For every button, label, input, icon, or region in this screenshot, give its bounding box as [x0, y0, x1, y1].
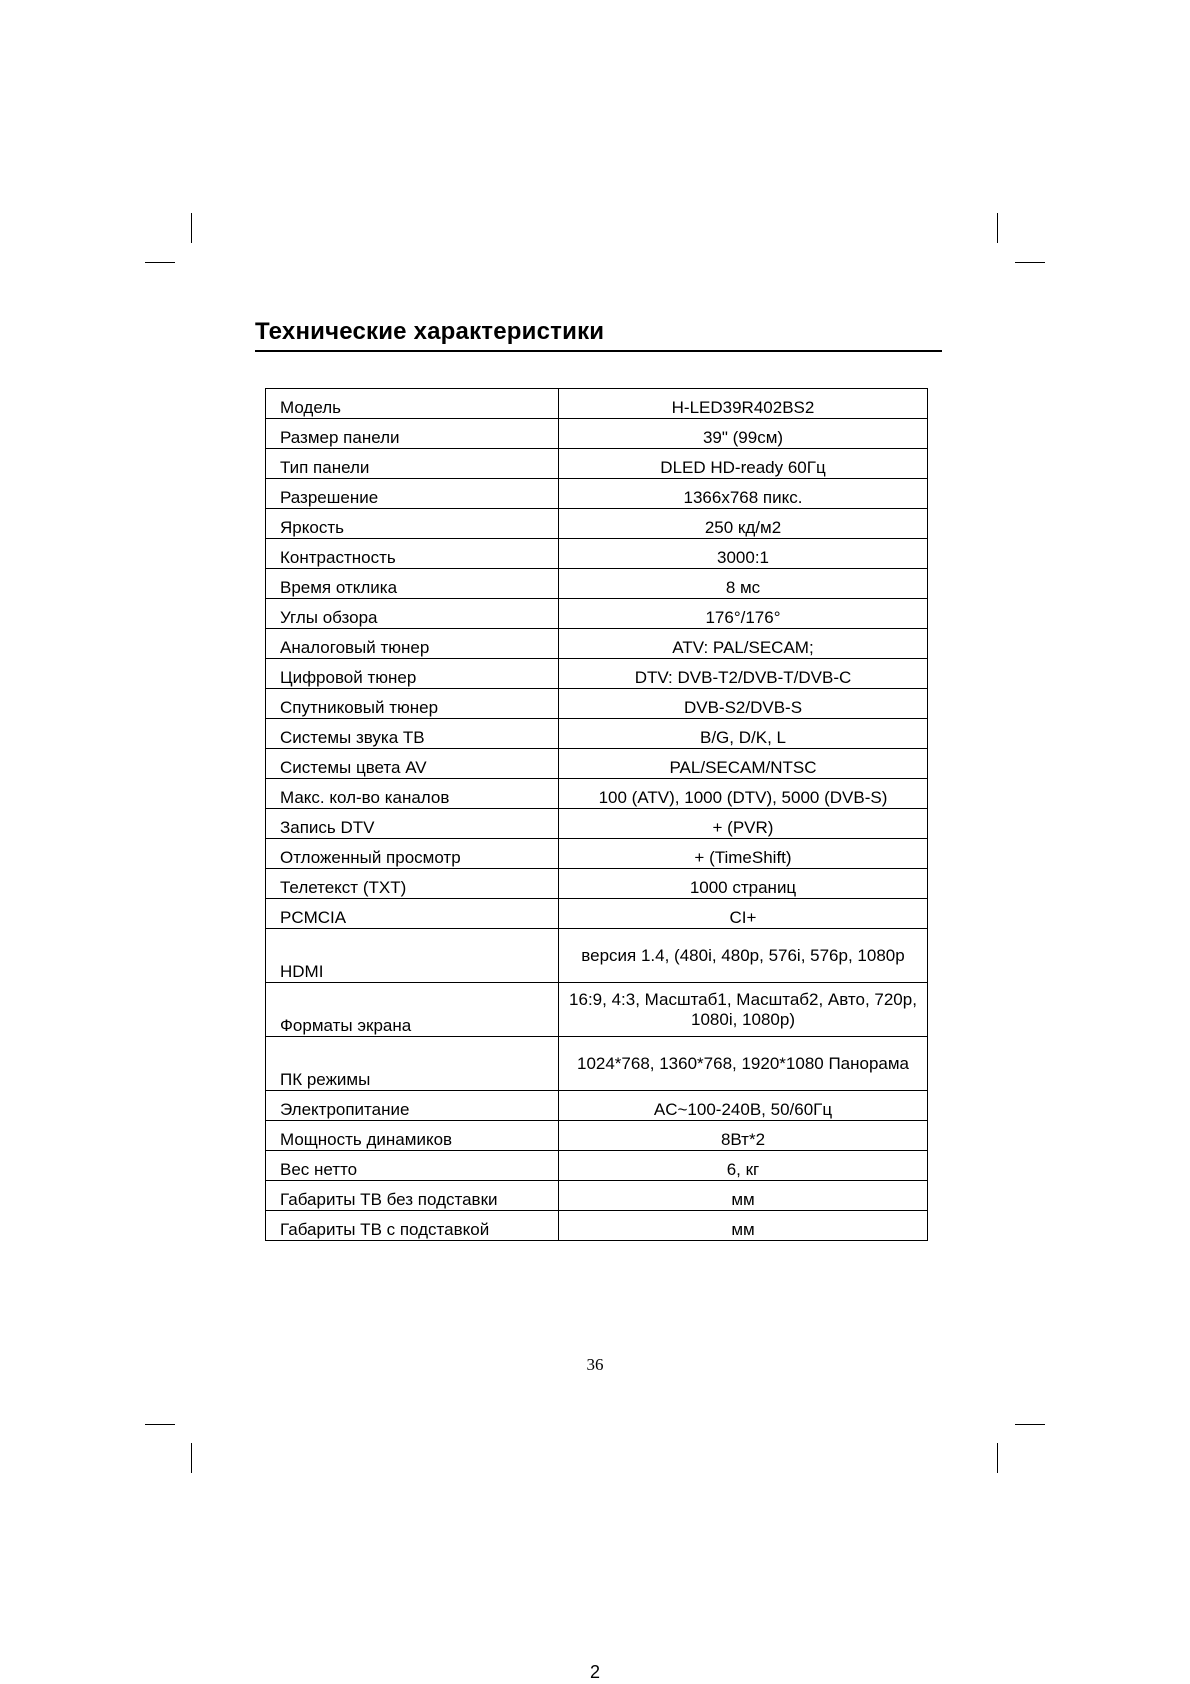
- spec-label: Размер панели: [266, 419, 559, 449]
- spec-row: [266, 599, 928, 629]
- spec-value: 250 кд/м2: [559, 509, 928, 539]
- spec-label: Контрастность: [266, 539, 559, 569]
- spec-value: мм: [559, 1211, 928, 1241]
- spec-row: [266, 869, 928, 899]
- spec-value: 8Вт*2: [559, 1121, 928, 1151]
- spec-label: Системы цвета AV: [266, 749, 559, 779]
- spec-row: [266, 479, 928, 509]
- spec-value: 1000 страниц: [559, 869, 928, 899]
- spec-value: ATV: PAL/SECAM;: [559, 629, 928, 659]
- spec-value: H-LED39R402BS2: [559, 389, 928, 419]
- spec-row: [266, 659, 928, 689]
- spec-value: 100 (ATV), 1000 (DTV), 5000 (DVB-S): [559, 779, 928, 809]
- page-number-inner: 36: [586, 1355, 604, 1374]
- spec-row: [266, 1151, 928, 1181]
- spec-value: 1024*768, 1360*768, 1920*1080 Панорама: [559, 1037, 928, 1091]
- crop-mark-top-left-horizontal: [145, 262, 175, 263]
- title-underline: [255, 350, 942, 352]
- spec-row: [266, 1181, 928, 1211]
- spec-label: Макс. кол-во каналов: [266, 779, 559, 809]
- spec-row: [266, 929, 928, 983]
- spec-label: Телетекст (TXT): [266, 869, 559, 899]
- spec-row: [266, 419, 928, 449]
- spec-row: [266, 539, 928, 569]
- spec-label: Габариты ТВ с подставкой: [266, 1211, 559, 1241]
- spec-value: мм: [559, 1181, 928, 1211]
- spec-label: Электропитание: [266, 1091, 559, 1121]
- spec-value: + (PVR): [559, 809, 928, 839]
- spec-value: 1366x768 пикс.: [559, 479, 928, 509]
- spec-row: [266, 779, 928, 809]
- spec-label: Форматы экрана: [266, 983, 559, 1037]
- spec-label: Разрешение: [266, 479, 559, 509]
- spec-value: 39" (99см): [559, 419, 928, 449]
- spec-label: Цифровой тюнер: [266, 659, 559, 689]
- spec-row: [266, 509, 928, 539]
- spec-value: B/G, D/K, L: [559, 719, 928, 749]
- spec-value: DTV: DVB-T2/DVB-T/DVB-C: [559, 659, 928, 689]
- crop-mark-bottom-left-horizontal: [145, 1424, 175, 1425]
- page-number-outer: 2: [589, 1662, 600, 1682]
- spec-label: Яркость: [266, 509, 559, 539]
- spec-label: PCMCIA: [266, 899, 559, 929]
- spec-value: + (TimeShift): [559, 839, 928, 869]
- spec-label: Тип панели: [266, 449, 559, 479]
- spec-label: Габариты ТВ без подставки: [266, 1181, 559, 1211]
- spec-row: [266, 689, 928, 719]
- spec-value: DVB-S2/DVB-S: [559, 689, 928, 719]
- spec-label: HDMI: [266, 929, 559, 983]
- spec-value: 176°/176°: [559, 599, 928, 629]
- spec-label: Отложенный просмотр: [266, 839, 559, 869]
- spec-row: [266, 1037, 928, 1091]
- spec-label: Системы звука ТВ: [266, 719, 559, 749]
- spec-value: 6, кг: [559, 1151, 928, 1181]
- spec-row: [266, 749, 928, 779]
- spec-row: [266, 839, 928, 869]
- spec-label: Время отклика: [266, 569, 559, 599]
- spec-value: CI+: [559, 899, 928, 929]
- spec-value: версия 1.4, (480i, 480p, 576i, 576p, 1080p: [559, 929, 928, 983]
- spec-row: [266, 809, 928, 839]
- page-title: Технические характеристики: [255, 318, 605, 345]
- spec-row: [266, 1091, 928, 1121]
- spec-row: [266, 629, 928, 659]
- spec-value: 3000:1: [559, 539, 928, 569]
- spec-label: Аналоговый тюнер: [266, 629, 559, 659]
- spec-row: [266, 719, 928, 749]
- spec-label: Спутниковый тюнер: [266, 689, 559, 719]
- spec-label: Вес нетто: [266, 1151, 559, 1181]
- spec-label: Углы обзора: [266, 599, 559, 629]
- spec-label: Модель: [266, 389, 559, 419]
- spec-label: Запись DTV: [266, 809, 559, 839]
- spec-row: [266, 389, 928, 419]
- crop-mark-bottom-right-vertical: [997, 1443, 998, 1473]
- spec-row: [266, 569, 928, 599]
- crop-mark-top-left-vertical: [191, 213, 192, 243]
- crop-mark-top-right-horizontal: [1015, 262, 1045, 263]
- crop-mark-top-right-vertical: [997, 213, 998, 243]
- spec-row: [266, 983, 928, 1037]
- spec-value: PAL/SECAM/NTSC: [559, 749, 928, 779]
- spec-label: Мощность динамиков: [266, 1121, 559, 1151]
- spec-value: 16:9, 4:3, Масштаб1, Масштаб2, Авто, 720p, 1080i, 1080p): [559, 983, 928, 1037]
- spec-value: AC~100-240В, 50/60Гц: [559, 1091, 928, 1121]
- spec-row: [266, 899, 928, 929]
- spec-row: [266, 1121, 928, 1151]
- crop-mark-bottom-left-vertical: [191, 1443, 192, 1473]
- crop-mark-bottom-right-horizontal: [1015, 1424, 1045, 1425]
- spec-row: [266, 449, 928, 479]
- spec-value: DLED HD-ready 60Гц: [559, 449, 928, 479]
- spec-table: [265, 388, 928, 1241]
- spec-row: [266, 1211, 928, 1241]
- spec-value: 8 мс: [559, 569, 928, 599]
- spec-label: ПК режимы: [266, 1037, 559, 1091]
